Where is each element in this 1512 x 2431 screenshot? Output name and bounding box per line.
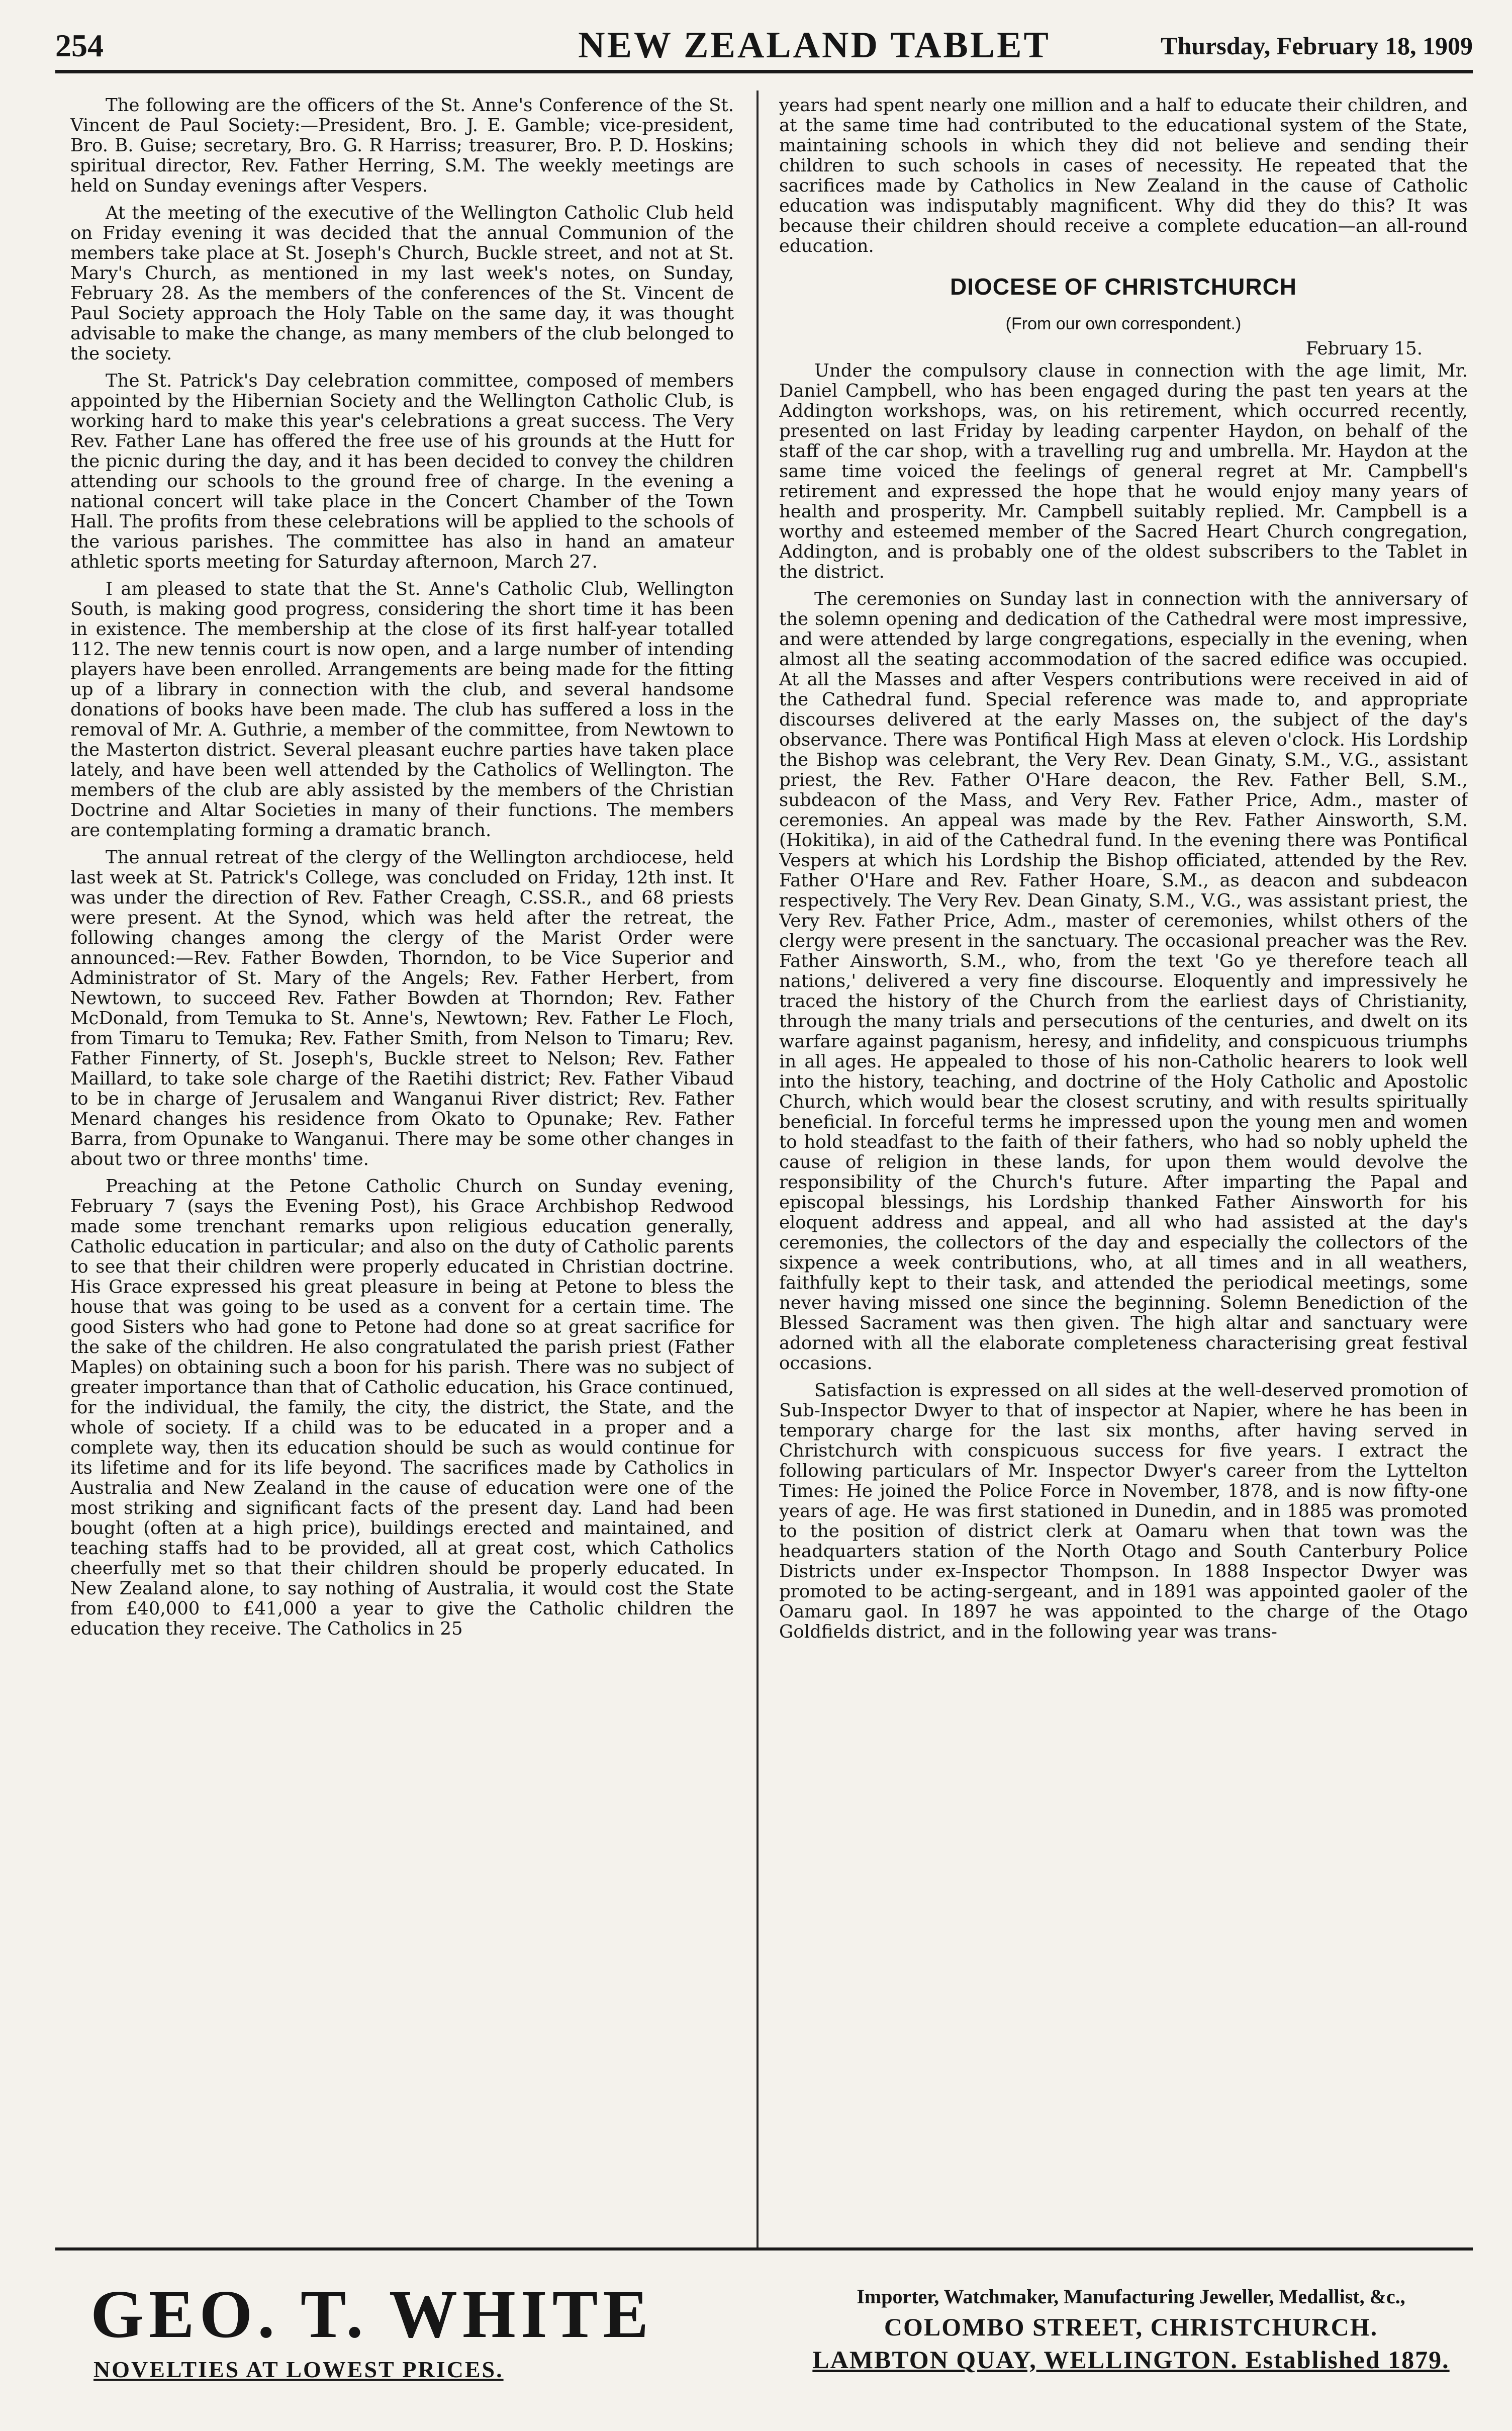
paragraph-officers: The following are the officers of the St. Anne's Conference of the St. Vincent de Paul Society:—President, Bro. J. E. Gamble; vice-president, Bro. B. Guise; secretary, Bro. G. R Harriss; treasurer, Bro. P. D. Hoskins; spiritual director, Rev. Father Herring, S.M. The weekly meetings are held on Sunday evenings after Vespers. <box>70 96 734 196</box>
advertisement-brand <box>90 2277 744 2397</box>
left-column <box>70 96 734 2237</box>
issue-date: Thursday, February 18, 1909 <box>1161 32 1473 60</box>
section-heading: DIOCESE OF CHRISTCHURCH <box>950 274 1297 300</box>
advertiser-address-wellington: LAMBTON QUAY, WELLINGTON. Established 1879. <box>812 2346 1450 2374</box>
page-number: 254 <box>55 28 104 63</box>
paragraph-continuation: years had spent nearly one million and a half to educate their children, and at the same time had contributed to the educational system of the State, maintaining schools in which they did not believe and sending their children to such schools in cases of necessity. He repeated that the sacrifices made by Catholics in New Zealand in the cause of Catholic education was indisputably magnificent. Why did they do this? It was because their children should receive a complete education—an all-round education. <box>779 96 1468 256</box>
paragraph-clergy-retreat: The annual retreat of the clergy of the Wellington archdiocese, held last week at St. Patrick's College, was concluded on Friday, 12th inst. It was under the direction of Rev. Father Creagh, C.SS.R., and 68 priests were present. At the Synod, which was held after the retreat, the following changes among the clergy of the Marist Order were announced:—Rev. Father Bowden, Thorndon, to be Vice Superior and Administrator of St. Mary of the Angels; Rev. Father Herbert, from Newtown, to succeed Rev. Father Bowden at Thorndon; Rev. Father McDonald, from Temuka to St. Anne's, Newtown; Rev. Father Le Floch, from Timaru to Temuka; Rev. Father Smith, from Nelson to Timaru; Rev. Father Finnerty, of St. Joseph's, Buckle street to Nelson; Rev. Father Maillard, to take sole charge of the Raetihi district; Rev. Father Vibaud to be in charge of Jerusalem and Wanganui River district; Rev. Father Menard changes his residence from Okato to Opunake; Rev. Father Barra, from Opunake to Wanganui. There may be some other changes in about two or three months' time. <box>70 847 734 1169</box>
advertiser-tagline: NOVELTIES AT LOWEST PRICES. <box>93 2357 504 2382</box>
advertiser-address-christchurch: COLOMBO STREET, CHRISTCHURCH. <box>884 2313 1378 2341</box>
paragraph-st-annes-club: I am pleased to state that the St. Anne's Catholic Club, Wellington South, is making good progress, considering the short time it has been in existence. The membership at the close of its first half-year totalled 112. The new tennis court is now open, and a large number of intending players have been enrolled. Arrangements are being made for the fitting up of a library in connection with the club, and several handsome donations of books have been made. The club has suffered a loss in the removal of Mr. A. Guthrie, a member of the committee, from Newtown to the Masterton district. Several pleasant euchre parties have taken place lately, and have been well attended by the Catholics of Wellington. The members of the club are ably assisted by the members of the Christian Doctrine and Altar Societies in many of their functions. The members are contemplating forming a dramatic branch. <box>70 579 734 841</box>
newspaper-title: NEW ZEALAND TABLET <box>578 25 1051 66</box>
right-column <box>779 96 1468 2237</box>
bottom-rule <box>55 2247 1473 2250</box>
paragraph-catholic-club-communion: At the meeting of the executive of the Wellington Catholic Club held on Friday evening it was decided that the annual Communion of the members take place at St. Joseph's Church, Buckle street, and not at St. Mary's Church, as mentioned in my last week's notes, on Sunday, February 28. As the members of the conferences of the St. Vincent de Paul Society approach the Holy Table on the same day, it was thought advisable to make the change, as many members of the club belonged to the society. <box>70 203 734 364</box>
paragraph-petone-sermon: Preaching at the Petone Catholic Church on Sunday evening, February 7 (says the Evening Post), his Grace Archbishop Redwood made some trenchant remarks upon religious education generally, Catholic education in particular; and also on the duty of Catholic parents to see that their children were properly educated in Christian doctrine. His Grace expressed his great pleasure in being at Petone to bless the house that was going to be used as a convent for a certain time. The good Sisters who had gone to Petone had done so at great sacrifice for the sake of the children. He also congratulated the parish priest (Father Maples) on obtaining such a boon for his parish. There was no subject of greater importance than that of Catholic education, his Grace continued, for the individual, the family, the city, the district, the State, and the whole of society. If a child was to be educated in a proper and a complete way, then its education should be such as would continue for its lifetime and for its life beyond. The sacrifices made by Catholics in Australia and New Zealand in the cause of education were one of the most striking and significant facts of the present day. Land had been bought (often at a high price), buildings erected and maintained, and teaching staffs had to be provided, all at great cost, which Catholics cheerfully met so that their children should be properly educated. In New Zealand alone, to say nothing of Australia, it would cost the State from £40,000 to £41,000 a year to give the Catholic children the education they receive. The Catholics in 25 <box>70 1176 734 1639</box>
paragraph-campbell-retirement: Under the compulsory clause in connection with the age limit, Mr. Daniel Campbell, who has been engaged during the past ten years at the Addington workshops, was, on his retirement, which occurred recently, presented on last Friday by leading carpenter Haydon, on behalf of the staff of the car shop, with a travelling rug and umbrella. Mr. Haydon at the same time voiced the feelings of general regret at Mr. Campbell's retirement and expressed the hope that he would enjoy many years of health and prosperity. Mr. Campbell suitably replied. Mr. Campbell is a worthy and esteemed member of the Sacred Heart Church congregation, Addington, and is probably one of the oldest subscribers to the Tablet in the district. <box>779 361 1468 582</box>
advertisement-details <box>784 2283 1478 2403</box>
paragraph-inspector-dwyer: Satisfaction is expressed on all sides at the well-deserved promotion of Sub-Inspector Dwyer to that of inspector at Napier, where he has been in temporary charge for the last six months, after having served in Christchurch with conspicuous success for five years. I extract the following particulars of Mr. Inspector Dwyer's career from the Lyttelton Times: He joined the Police Force in November, 1878, and is now fifty-one years of age. He was first stationed in Dunedin, and in 1885 was promoted to the position of district clerk at Oamaru when that town was the headquarters station of the North Otago and South Canterbury Police Districts under ex-Inspector Thompson. In 1888 Inspector Dwyer was promoted to be acting-sergeant, and in 1891 was appointed gaoler of the Oamaru gaol. In 1897 he was appointed to the charge of the Otago Goldfields district, and in the following year was trans- <box>779 1380 1468 1642</box>
masthead <box>55 18 1473 73</box>
advertiser-name: GEO. T. WHITE <box>90 2277 654 2352</box>
paragraph-st-patricks-day: The St. Patrick's Day celebration committee, composed of members appointed by the Hibernian Society and the Wellington Catholic Club, is working hard to make this year's celebrations a great success. The Very Rev. Father Lane has offered the free use of his grounds at the Hutt for the picnic during the day, and it has been decided to convey the children attending our schools to the ground free of charge. In the evening a national concert will take place in the Concert Chamber of the Town Hall. The profits from these celebrations will be applied to the schools of the various parishes. The committee has also in hand an amateur athletic sports meeting for Saturday afternoon, March 27. <box>70 371 734 572</box>
column-divider <box>757 91 759 2247</box>
section-dateline: February 15. <box>1305 338 1423 359</box>
paragraph-cathedral-anniversary: The ceremonies on Sunday last in connection with the anniversary of the solemn opening and dedication of the Cathedral were most impressive, and were attended by large congregations, especially in the evening, when almost all the seating accommodation of the sacred edifice was occupied. At all the Masses and after Vespers contributions were received in aid of the Cathedral fund. Special reference was made to, and appropriate discourses delivered at the early Masses on, the subject of the day's observance. There was Pontifical High Mass at eleven o'clock. His Lordship the Bishop was celebrant, the Very Rev. Dean Ginaty, S.M., V.G., assistant priest, the Rev. Father O'Hare deacon, the Rev. Father Bell, S.M., subdeacon of the Mass, and Very Rev. Father Price, Adm., master of ceremonies. An appeal was made by the Rev. Father Ainsworth, S.M. (Hokitika), in aid of the Cathedral fund. In the evening there was Pontifical Vespers at which his Lordship the Bishop officiated, attended by the Rev. Father O'Hare and Rev. Father Hoare, S.M., as deacon and subdeacon respectively. The Very Rev. Dean Ginaty, S.M., V.G., was assistant priest, the Very Rev. Father Price, Adm., master of ceremonies, whilst others of the clergy were present in the sanctuary. The occasional preacher was the Rev. Father Ainsworth, S.M., who, from the text 'Go ye therefore teach all nations,' delivered a very fine discourse. Eloquently and impressively he traced the history of the Church from the earliest days of Christianity, through the many trials and persecutions of the centuries, and dwelt on its warfare against paganism, heresy, and infidelity, and conspicuous triumphs in all ages. He appealed to those of his non-Catholic hearers to look well into the history, teaching, and doctrine of the Holy Catholic and Apostolic Church, which would bear the closest scrutiny, and with results spiritually beneficial. In forceful terms he impressed upon the young men and women to hold steadfast to the faith of their fathers, who had so nobly upheld the cause of religion in these lands, for upon them would devolve the responsibility of the Church's future. After imparting the Papal and episcopal blessings, his Lordship thanked Father Ainsworth for his eloquent address and appeal, and all who had assisted at the day's ceremonies, the collectors of the day and especially the collectors of the sixpence a week contributions, who, at all times and in all weathers, faithfully kept to their task, and attended the periodical meetings, some never having missed one since the beginning. Solemn Benediction of the Blessed Sacrament was then given. The high altar and sanctuary were adorned with all the elaborate completeness characterising great festival occasions. <box>779 589 1468 1374</box>
advertiser-trades: Importer, Watchmaker, Manufacturing Jeweller, Medallist, &c., <box>857 2285 1405 2308</box>
section-byline: (From our own correspondent.) <box>1005 314 1242 333</box>
